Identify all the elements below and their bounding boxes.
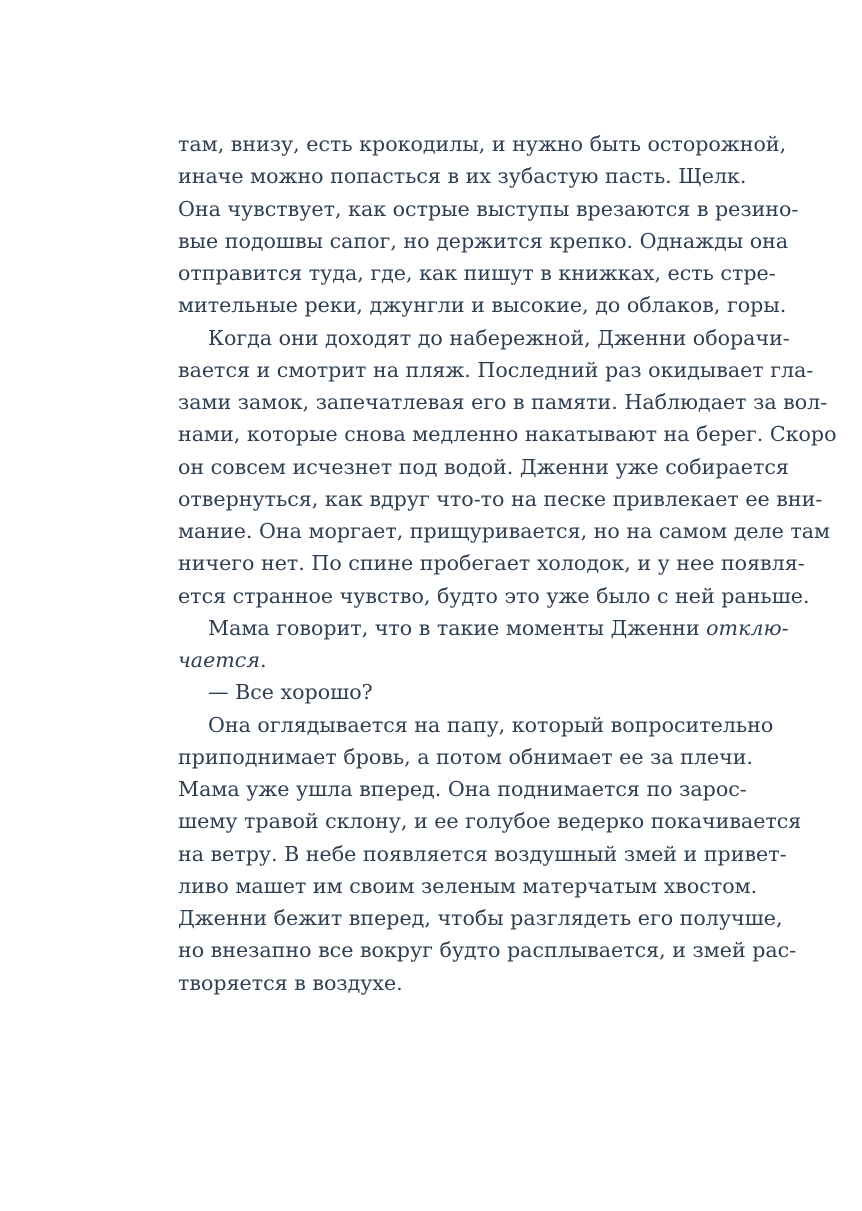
- text-line: мание. Она моргает, прищуривается, но на самом деле там: [178, 519, 831, 543]
- text-line: шему травой склону, и ее голубое ведерко покачивается: [178, 809, 802, 834]
- text-line: Она оглядывается на папу, который вопросительно: [208, 712, 774, 737]
- text-line: Дженни бежит вперед, чтобы разглядеть его получше,: [178, 906, 783, 930]
- text-line: нами, которые снова медленно накатывают на берег. Скоро: [178, 422, 837, 447]
- text-run: Мама говорит, что в такие моменты Дженни: [208, 615, 700, 640]
- text-line: на ветру. В небе появляется воздушный змей и привет-: [178, 841, 787, 866]
- body-text: [178, 128, 837, 999]
- text-line: приподнимает бровь, а потом обнимает ее за плечи.: [178, 744, 754, 769]
- text-line: зами замок, запечатлевая его в памяти. Наблюдает за вол-: [178, 390, 828, 414]
- italic-word: чается: [178, 648, 260, 672]
- text-run: .: [259, 648, 267, 672]
- text-line: ется странное чувство, будто это уже было с ней раньше.: [178, 583, 810, 608]
- text-line: там, внизу, есть крокодилы, и нужно быть осторожной,: [178, 132, 787, 156]
- text-line: Когда они доходят до набережной, Дженни оборачи-: [208, 325, 790, 350]
- text-line: иначе можно попасться в их зубастую пасть. Щелк.: [178, 164, 747, 189]
- text-line: отправится туда, где, как пишут в книжках, есть стре-: [178, 261, 776, 285]
- text-line: но внезапно все вокруг будто расплывается, и змей рас-: [178, 938, 797, 963]
- text-line: он совсем исчезнет под водой. Дженни уже собирается: [178, 454, 789, 479]
- text-line: — Все хорошо?: [208, 680, 373, 705]
- text-line: вается и смотрит на пляж. Последний раз окидывает гла-: [178, 357, 814, 382]
- text-line: Мама уже ушла вперед. Она поднимается по зарос-: [178, 777, 747, 801]
- text-line: ливо машет им своим зеленым матерчатым хвостом.: [178, 873, 758, 898]
- text-line: Она чувствует, как острые выступы врезаются в резино-: [178, 196, 799, 221]
- text-line: ничего нет. По спине пробегает холодок, и у нее появля-: [178, 551, 805, 576]
- text-line: отвернуться, как вдруг что-то на песке привлекает ее вни-: [178, 486, 823, 511]
- text-line: мительные реки, джунгли и высокие, до облаков, горы.: [178, 293, 787, 318]
- text-line: творяется в воздухе.: [178, 970, 403, 995]
- text-line: [178, 612, 789, 644]
- text-line: [178, 644, 746, 676]
- text-line: вые подошвы сапог, но держится крепко. Однажды она: [178, 228, 789, 253]
- italic-word: отклю-: [706, 615, 789, 640]
